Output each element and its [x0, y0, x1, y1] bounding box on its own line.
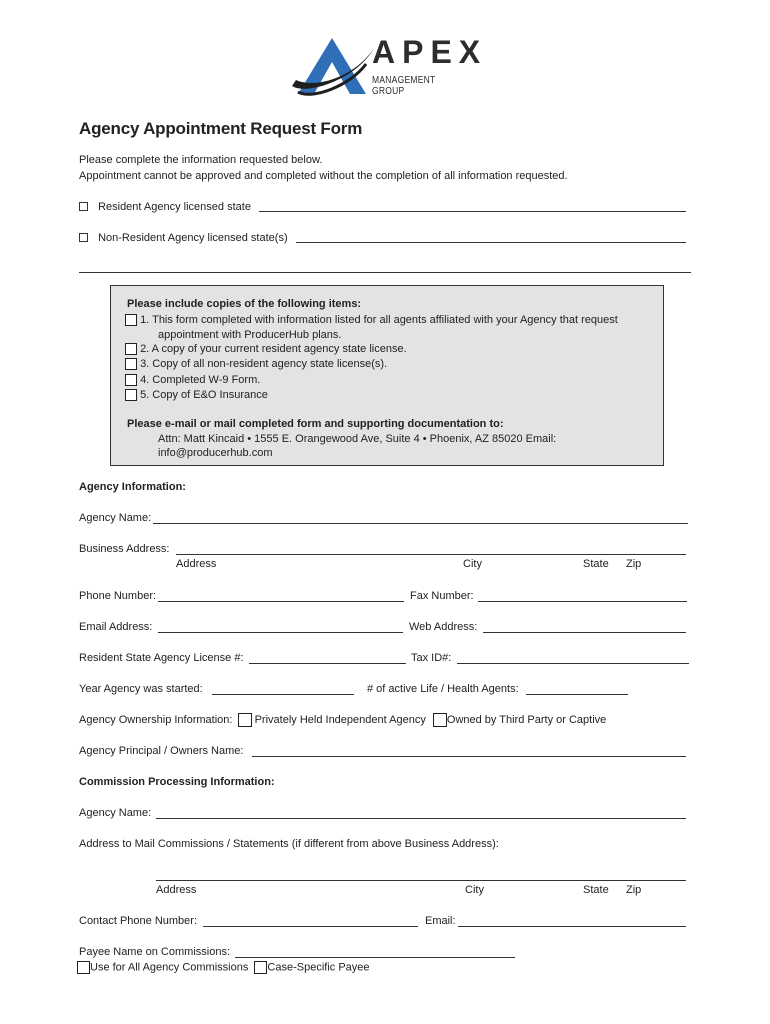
copies-item-1: [125, 314, 618, 326]
copies-item-1-checkbox[interactable]: [125, 314, 137, 326]
apex-logo: [288, 34, 488, 98]
active-agents-field[interactable]: [526, 694, 628, 695]
business-state-sub: State: [583, 558, 609, 570]
business-address-sub: Address: [176, 558, 217, 570]
payee-label: Payee Name on Commissions:: [79, 946, 231, 958]
copies-item-5-checkbox[interactable]: [125, 389, 137, 401]
contact-phone-field[interactable]: [203, 926, 418, 927]
payee-field[interactable]: [235, 957, 515, 958]
ownership-row: [79, 713, 606, 727]
fax-label: Fax Number:: [410, 590, 474, 602]
business-city-sub: City: [463, 558, 482, 570]
nonresident-state-checkbox[interactable]: [79, 233, 88, 242]
page-title: Agency Appointment Request Form: [79, 119, 363, 138]
intro-line-2: Appointment cannot be approved and completed without the completion of all information requested.: [79, 170, 568, 182]
copies-item-3-text: 3. Copy of all non-resident agency state license(s).: [140, 358, 388, 370]
year-started-label: Year Agency was started:: [79, 683, 203, 695]
resident-state-field[interactable]: [259, 211, 686, 212]
commission-email-label: Email:: [425, 915, 456, 927]
ownership-label: Agency Ownership Information:: [79, 713, 233, 726]
nonresident-state-label: Non-Resident Agency licensed state(s): [98, 232, 288, 244]
copies-item-2-checkbox[interactable]: [125, 343, 137, 355]
copies-heading: Please include copies of the following items:: [127, 298, 362, 310]
nonresident-state-field[interactable]: [296, 242, 686, 243]
ownership-third-party-label: Owned by Third Party or Captive: [446, 713, 607, 726]
commission-email-field[interactable]: [458, 926, 686, 927]
commission-heading: Commission Processing Information:: [79, 776, 275, 788]
ownership-third-party-checkbox[interactable]: [433, 713, 447, 727]
agency-info-heading: Agency Information:: [79, 481, 186, 493]
principal-field[interactable]: [252, 756, 686, 757]
case-specific-payee-label: Case-Specific Payee: [267, 961, 370, 974]
copies-item-4-checkbox[interactable]: [125, 374, 137, 386]
copies-item-1-cont: appointment with ProducerHub plans.: [158, 329, 342, 341]
year-started-field[interactable]: [212, 694, 354, 695]
logo-tagline: MANAGEMENT GROUP: [372, 75, 436, 97]
tax-id-field[interactable]: [457, 663, 689, 664]
commission-city-sub: City: [465, 884, 484, 896]
business-address-field[interactable]: [176, 554, 686, 555]
mail-address-line: Attn: Matt Kincaid • 1555 E. Orangewood Ave, Suite 4 • Phoenix, AZ 85020 Email:: [158, 433, 557, 445]
commission-agency-name-label: Agency Name:: [79, 807, 152, 819]
commission-zip-sub: Zip: [626, 884, 642, 896]
phone-label: Phone Number:: [79, 590, 157, 602]
logo-brand: APEX: [372, 34, 488, 70]
copies-item-3-checkbox[interactable]: [125, 358, 137, 370]
phone-field[interactable]: [158, 601, 404, 602]
ownership-private-checkbox[interactable]: [238, 713, 252, 727]
email-label: Email Address:: [79, 621, 153, 633]
agency-name-field[interactable]: [153, 523, 688, 524]
copies-item-5-text: 5. Copy of E&O Insurance: [140, 389, 268, 401]
commission-mail-address-label: Address to Mail Commissions / Statements (if different from above Business Address):: [79, 838, 499, 850]
fax-field[interactable]: [478, 601, 687, 602]
mail-email-line: info@producerhub.com: [158, 447, 273, 459]
mail-heading: Please e-mail or mail completed form and supporting documentation to:: [127, 418, 504, 430]
business-address-label: Business Address:: [79, 543, 170, 555]
use-all-commissions-label: Use for All Agency Commissions: [90, 961, 249, 974]
copies-item-4-text: 4. Completed W-9 Form.: [140, 374, 261, 386]
commission-address-sub: Address: [156, 884, 197, 896]
contact-phone-label: Contact Phone Number:: [79, 915, 198, 927]
copies-item-4: [125, 374, 260, 386]
extra-state-field[interactable]: [79, 272, 691, 273]
commission-state-sub: State: [583, 884, 609, 896]
nonresident-state-row: [79, 232, 288, 244]
resident-state-row: [79, 201, 251, 213]
required-documents-box: [110, 285, 664, 466]
commission-mail-address-field[interactable]: [156, 880, 686, 881]
copies-item-1-text: 1. This form completed with information listed for all agents affiliated with your Agency that request: [140, 314, 618, 326]
web-label: Web Address:: [409, 621, 478, 633]
copies-item-2-text: 2. A copy of your current resident agency state license.: [140, 343, 407, 355]
email-field[interactable]: [158, 632, 403, 633]
copies-item-3: [125, 358, 387, 370]
intro-line-1: Please complete the information requested below.: [79, 154, 323, 166]
business-zip-sub: Zip: [626, 558, 642, 570]
web-field[interactable]: [483, 632, 686, 633]
payee-options-row: [77, 961, 370, 974]
copies-item-5: [125, 389, 268, 401]
use-all-commissions-checkbox[interactable]: [77, 961, 90, 974]
tax-id-label: Tax ID#:: [411, 652, 452, 664]
active-agents-label: # of active Life / Health Agents:: [367, 683, 519, 695]
case-specific-payee-checkbox[interactable]: [254, 961, 267, 974]
license-label: Resident State Agency License #:: [79, 652, 244, 664]
resident-state-checkbox[interactable]: [79, 202, 88, 211]
copies-item-2: [125, 343, 407, 355]
principal-label: Agency Principal / Owners Name:: [79, 745, 244, 757]
commission-agency-name-field[interactable]: [156, 818, 686, 819]
license-field[interactable]: [249, 663, 406, 664]
resident-state-label: Resident Agency licensed state: [98, 201, 251, 213]
agency-name-label: Agency Name:: [79, 512, 152, 524]
ownership-private-label: Privately Held Independent Agency: [254, 713, 426, 726]
